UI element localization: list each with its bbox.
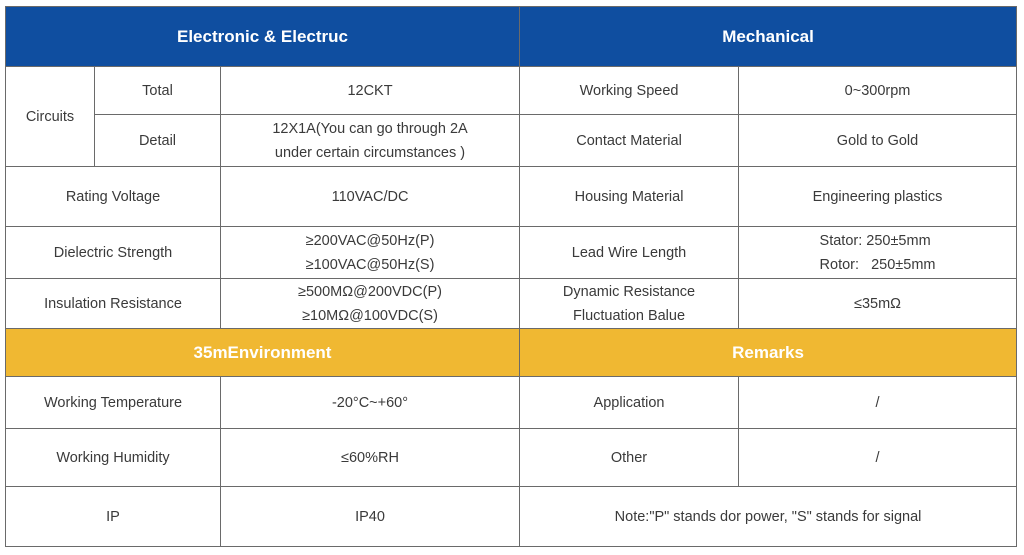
dielectric-value-line: ≥200VAC@50Hz(P) (305, 232, 435, 249)
working-temperature-value: -20°C~+60° (221, 377, 520, 429)
table-row (6, 487, 1017, 547)
working-humidity-value: ≤60%RH (221, 429, 520, 487)
detail-value-line: under certain circumstances ) (274, 144, 466, 161)
table-row (6, 67, 1017, 115)
working-speed-label: Working Speed (520, 67, 739, 115)
application-label: Application (520, 377, 739, 429)
mechanical-section-header: Mechanical (520, 7, 1017, 67)
working-speed-value: 0~300rpm (739, 67, 1017, 115)
environment-section-header: 35mEnvironment (6, 329, 520, 377)
detail-value-line: 12X1A(You can go through 2A (272, 120, 468, 137)
other-label: Other (520, 429, 739, 487)
housing-material-label: Housing Material (520, 167, 739, 227)
dynamic-label-line: Fluctuation Balue (572, 307, 686, 324)
electronic-section-header: Electronic & Electruc (6, 7, 520, 67)
table-row (6, 279, 1017, 329)
table-row (6, 167, 1017, 227)
table-row (6, 227, 1017, 279)
contact-material-value: Gold to Gold (739, 115, 1017, 167)
table-row (6, 377, 1017, 429)
rating-voltage-label: Rating Voltage (6, 167, 221, 227)
dielectric-strength-value (221, 227, 520, 279)
insulation-resistance-value (221, 279, 520, 329)
other-value: / (739, 429, 1017, 487)
detail-label: Detail (95, 115, 221, 167)
application-value: / (739, 377, 1017, 429)
detail-value (221, 115, 520, 167)
table-row (6, 115, 1017, 167)
housing-material-value: Engineering plastics (739, 167, 1017, 227)
dielectric-value-line: ≥100VAC@50Hz(S) (305, 256, 435, 273)
ip-label: IP (6, 487, 221, 547)
working-temperature-label: Working Temperature (6, 377, 221, 429)
table-row (6, 429, 1017, 487)
ip-value: IP40 (221, 487, 520, 547)
working-humidity-label: Working Humidity (6, 429, 221, 487)
lead-wire-line: Rotor: 250±5mm (819, 256, 936, 273)
insulation-value-line: ≥500MΩ@200VDC(P) (298, 283, 442, 300)
insulation-resistance-label: Insulation Resistance (6, 279, 221, 329)
dielectric-strength-label: Dielectric Strength (6, 227, 221, 279)
lead-wire-length-value (739, 227, 1017, 279)
contact-material-label: Contact Material (520, 115, 739, 167)
lead-wire-length-label: Lead Wire Length (520, 227, 739, 279)
header-row-top (6, 7, 1017, 67)
lead-wire-line: Stator: 250±5mm (819, 232, 931, 249)
remarks-section-header: Remarks (520, 329, 1017, 377)
circuits-label: Circuits (6, 67, 95, 167)
dynamic-resistance-value: ≤35mΩ (739, 279, 1017, 329)
header-row-middle (6, 329, 1017, 377)
dynamic-resistance-label (520, 279, 739, 329)
note-text: Note:"P" stands dor power, "S" stands for signal (520, 487, 1017, 547)
specification-table (5, 6, 1017, 547)
rating-voltage-value: 110VAC/DC (221, 167, 520, 227)
total-value: 12CKT (221, 67, 520, 115)
dynamic-label-line: Dynamic Resistance (562, 283, 696, 300)
total-label: Total (95, 67, 221, 115)
insulation-value-line: ≥10MΩ@100VDC(S) (302, 307, 438, 324)
